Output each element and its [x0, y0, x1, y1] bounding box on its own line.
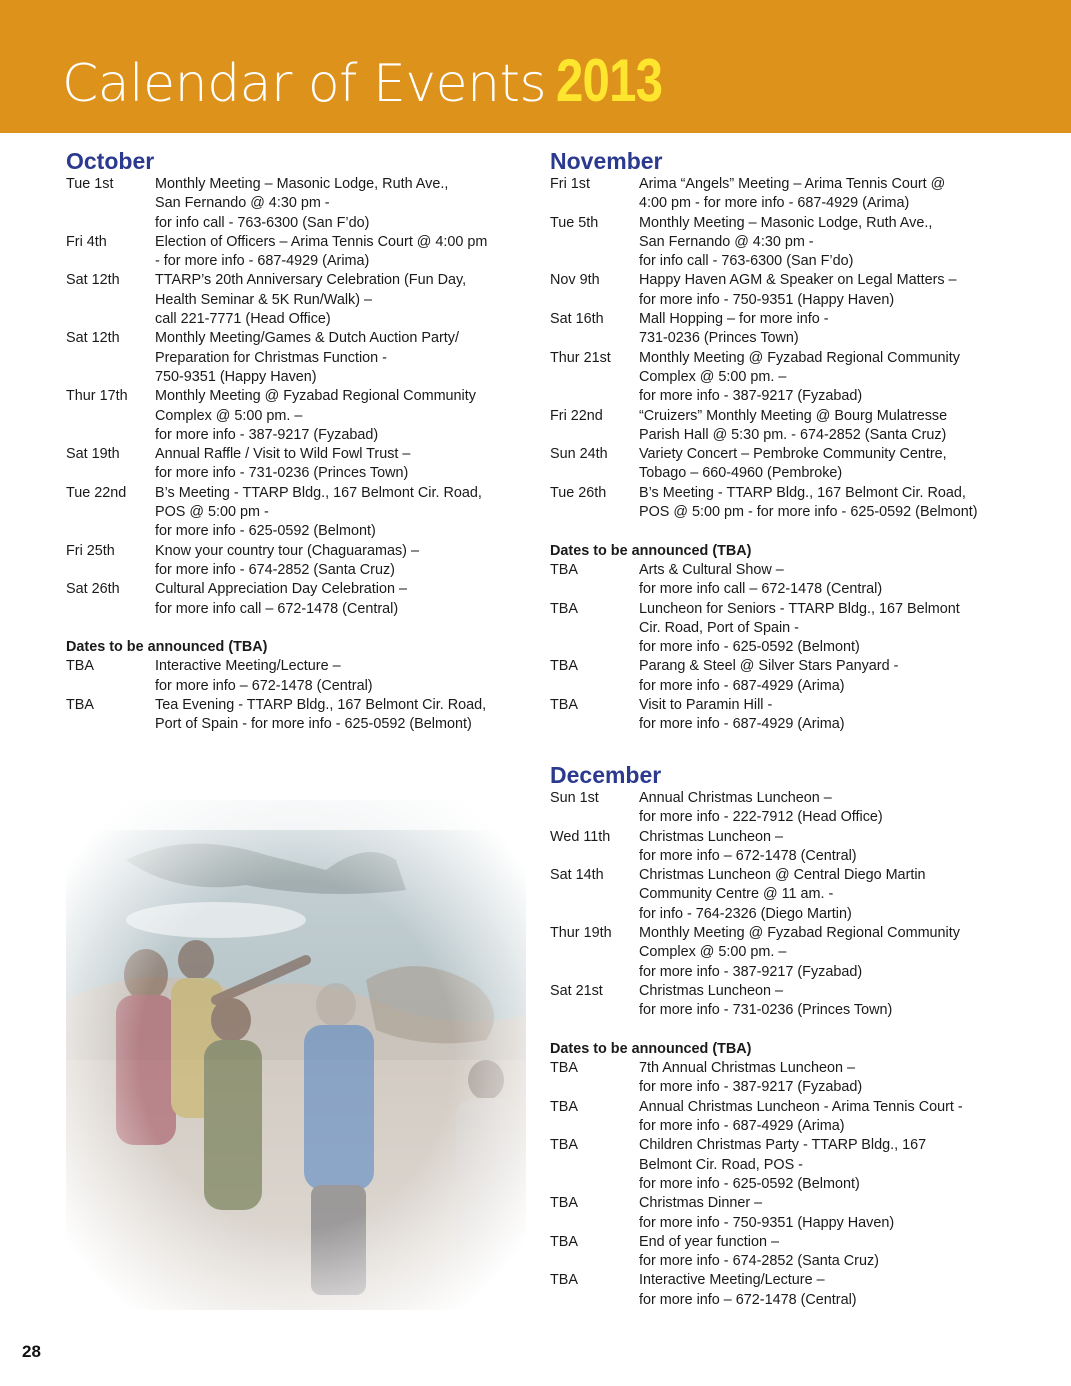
event-description: Election of Officers – Arima Tennis Court @ 4:00 pm - for more info - 687-4929 (Arima) — [155, 233, 488, 270]
event-row — [66, 696, 536, 735]
event-description: Variety Concert – Pembroke Community Centre, Tobago – 660-4960 (Pembroke) — [639, 446, 947, 482]
event-date: Fri 4th — [66, 233, 107, 250]
event-row — [550, 175, 1040, 214]
event-row — [66, 445, 536, 484]
december-events — [550, 789, 1040, 1021]
event-row — [550, 271, 1040, 310]
event-date: Fri 22nd — [550, 407, 603, 424]
event-description: Happy Haven AGM & Speaker on Legal Matters – for more info - 750-9351 (Happy Haven) — [639, 272, 957, 308]
event-description: Mall Hopping – for more info - 731-0236 (Princes Town) — [639, 311, 829, 347]
event-row — [66, 233, 536, 272]
november-events — [550, 175, 1040, 522]
event-description: Christmas Luncheon – for more info – 672-1478 (Central) — [639, 828, 857, 864]
event-description: Monthly Meeting – Masonic Lodge, Ruth Ave., San Fernando @ 4:30 pm - for info call - 763-6300 (San F’do) — [639, 214, 933, 270]
event-date: TBA — [550, 600, 578, 617]
event-description: B’s Meeting - TTARP Bldg., 167 Belmont Cir. Road, POS @ 5:00 pm - for more info - 625-0592 (Belmont) — [155, 484, 482, 540]
event-row — [550, 924, 1040, 982]
event-date: Sat 12th — [66, 330, 120, 347]
event-description: Monthly Meeting @ Fyzabad Regional Community Complex @ 5:00 pm. – for more info - 387-9217 (Fyzabad) — [639, 925, 960, 980]
event-date: TBA — [550, 697, 578, 714]
event-row — [550, 349, 1040, 407]
event-description: Parang & Steel @ Silver Stars Panyard - for more info - 687-4929 (Arima) — [639, 658, 899, 694]
event-row — [550, 310, 1040, 349]
event-row — [550, 1098, 1040, 1137]
event-row — [550, 407, 1040, 446]
event-row — [66, 657, 536, 696]
event-row — [550, 982, 1040, 1021]
event-description: Tea Evening - TTARP Bldg., 167 Belmont Cir. Road, Port of Spain - for more info - 625-0592 (Belmont) — [155, 697, 487, 733]
event-date: Thur 19th — [550, 925, 612, 942]
photo-illustration — [66, 800, 526, 1310]
header-banner — [0, 0, 1071, 133]
october-tba-heading: Dates to be announced (TBA) — [66, 639, 268, 656]
event-description: Christmas Dinner – for more info - 750-9351 (Happy Haven) — [639, 1195, 895, 1231]
event-date: TBA — [550, 1195, 578, 1212]
event-date: Tue 26th — [550, 484, 607, 501]
event-row — [66, 271, 536, 329]
event-description: Cultural Appreciation Day Celebration – for more info call – 672-1478 (Central) — [155, 581, 407, 617]
month-heading-october: October — [66, 148, 155, 174]
event-description: Christmas Luncheon – for more info - 731-0236 (Princes Town) — [639, 982, 893, 1019]
november-tba-events — [550, 561, 1040, 735]
event-description: Monthly Meeting @ Fyzabad Regional Community Complex @ 5:00 pm. – for more info - 387-9217 (Fyzabad) — [155, 388, 476, 443]
page-number: 28 — [22, 1342, 41, 1361]
event-description: Annual Raffle / Visit to Wild Fowl Trust – for more info - 731-0236 (Princes Town) — [155, 446, 411, 482]
event-date: Fri 25th — [66, 542, 115, 559]
event-row — [550, 1271, 1040, 1310]
event-date: Sat 14th — [550, 867, 604, 884]
event-description: 7th Annual Christmas Luncheon – for more info - 387-9217 (Fyzabad) — [639, 1060, 863, 1096]
event-row — [550, 484, 1040, 523]
december-section — [550, 762, 1040, 1310]
event-description: Monthly Meeting @ Fyzabad Regional Community Complex @ 5:00 pm. – for more info - 387-9217 (Fyzabad) — [639, 349, 960, 405]
event-description: Luncheon for Seniors - TTARP Bldg., 167 Belmont Cir. Road, Port of Spain - for more info - 625-0592 (Belmont) — [639, 600, 960, 656]
page-title — [62, 46, 686, 115]
event-date: TBA — [550, 1060, 578, 1077]
event-row — [550, 445, 1040, 484]
event-row — [550, 866, 1040, 924]
event-description: “Cruizers” Monthly Meeting @ Bourg Mulatresse Parish Hall @ 5:30 pm. - 674-2852 (Santa Cruz) — [639, 407, 948, 443]
event-description: B’s Meeting - TTARP Bldg., 167 Belmont Cir. Road, POS @ 5:00 pm - for more info - 625-0592 (Belmont) — [639, 484, 978, 521]
event-description: End of year function – for more info - 674-2852 (Santa Cruz) — [639, 1233, 879, 1270]
event-date: TBA — [550, 561, 578, 578]
event-description: Annual Christmas Luncheon – for more info - 222-7912 (Head Office) — [639, 790, 883, 826]
event-description: Visit to Paramin Hill - for more info - 687-4929 (Arima) — [639, 697, 845, 733]
event-date: Wed 11th — [550, 828, 611, 845]
event-row — [66, 484, 536, 542]
october-events — [66, 175, 536, 619]
event-date: TBA — [550, 1098, 578, 1115]
event-date: Sat 19th — [66, 446, 120, 463]
event-description: Monthly Meeting/Games & Dutch Auction Party/ Preparation for Christmas Function - 750-9351 (Happy Haven) — [155, 330, 459, 385]
event-date: TBA — [550, 1272, 578, 1289]
november-tba-heading: Dates to be announced (TBA) — [550, 542, 752, 559]
event-date: Sat 16th — [550, 311, 604, 328]
event-row — [550, 696, 1040, 735]
event-row — [550, 1233, 1040, 1272]
event-row — [66, 387, 536, 445]
event-row — [550, 657, 1040, 696]
event-row — [550, 1059, 1040, 1098]
title-year: 2013 — [556, 47, 663, 114]
event-date: Tue 22nd — [66, 484, 127, 501]
event-description: Monthly Meeting – Masonic Lodge, Ruth Ave., San Fernando @ 4:30 pm - for info call - 763-6300 (San F’do) — [155, 176, 449, 231]
event-date: Fri 1st — [550, 176, 590, 192]
event-description: Christmas Luncheon @ Central Diego Martin Community Centre @ 11 am. - for info - 764-2326 (Diego Martin) — [639, 867, 926, 922]
event-description: Annual Christmas Luncheon - Arima Tennis Court - for more info - 687-4929 (Arima) — [639, 1098, 963, 1135]
event-row — [66, 580, 536, 619]
event-description: Interactive Meeting/Lecture – for more info – 672-1478 (Central) — [155, 658, 373, 694]
december-tba-events — [550, 1059, 1040, 1310]
event-row — [66, 542, 536, 581]
event-description: Interactive Meeting/Lecture – for more info – 672-1478 (Central) — [639, 1272, 857, 1308]
event-date: Tue 5th — [550, 214, 599, 231]
event-date: Nov 9th — [550, 272, 600, 289]
event-date: Thur 17th — [66, 388, 128, 405]
event-row — [550, 1136, 1040, 1194]
month-heading-december: December — [550, 762, 662, 788]
event-row — [550, 561, 1040, 600]
event-description: Know your country tour (Chaguaramas) – for more info - 674-2852 (Santa Cruz) — [155, 542, 419, 578]
event-date: Sat 21st — [550, 982, 603, 999]
event-row — [550, 214, 1040, 272]
event-date: TBA — [550, 1233, 578, 1250]
seaside-group-photo — [66, 800, 526, 1310]
event-description: Arts & Cultural Show – for more info call – 672-1478 (Central) — [639, 561, 883, 598]
event-description: Children Christmas Party - TTARP Bldg., 167 Belmont Cir. Road, POS - for more info - 625-0592 (Belmont) — [639, 1137, 927, 1192]
title-text: Calendar of Events — [62, 54, 547, 114]
event-row — [550, 789, 1040, 828]
event-row — [550, 828, 1040, 867]
event-date: Sun 24th — [550, 446, 608, 463]
event-row — [66, 175, 536, 233]
november-section — [550, 148, 1040, 735]
event-date: Sat 26th — [66, 581, 120, 598]
event-date: TBA — [66, 697, 94, 714]
event-date: Sat 12th — [66, 272, 120, 289]
event-date: TBA — [550, 1137, 578, 1154]
december-tba-heading: Dates to be announced (TBA) — [550, 1040, 752, 1057]
event-row — [550, 1194, 1040, 1233]
event-date: Thur 21st — [550, 349, 611, 366]
event-row — [66, 329, 536, 387]
event-description: TTARP’s 20th Anniversary Celebration (Fun Day, Health Seminar & 5K Run/Walk) – call 221-7771 (Head Office) — [155, 272, 467, 328]
event-date: TBA — [550, 658, 578, 675]
event-date: TBA — [66, 658, 94, 675]
event-description: Arima “Angels” Meeting – Arima Tennis Court @ 4:00 pm - for more info - 687-4929 (Arima) — [639, 176, 946, 212]
event-date: Sun 1st — [550, 790, 599, 806]
event-row — [550, 600, 1040, 658]
month-heading-november: November — [550, 148, 663, 174]
october-tba-events — [66, 657, 536, 734]
october-section — [66, 148, 536, 735]
event-date: Tue 1st — [66, 176, 114, 192]
